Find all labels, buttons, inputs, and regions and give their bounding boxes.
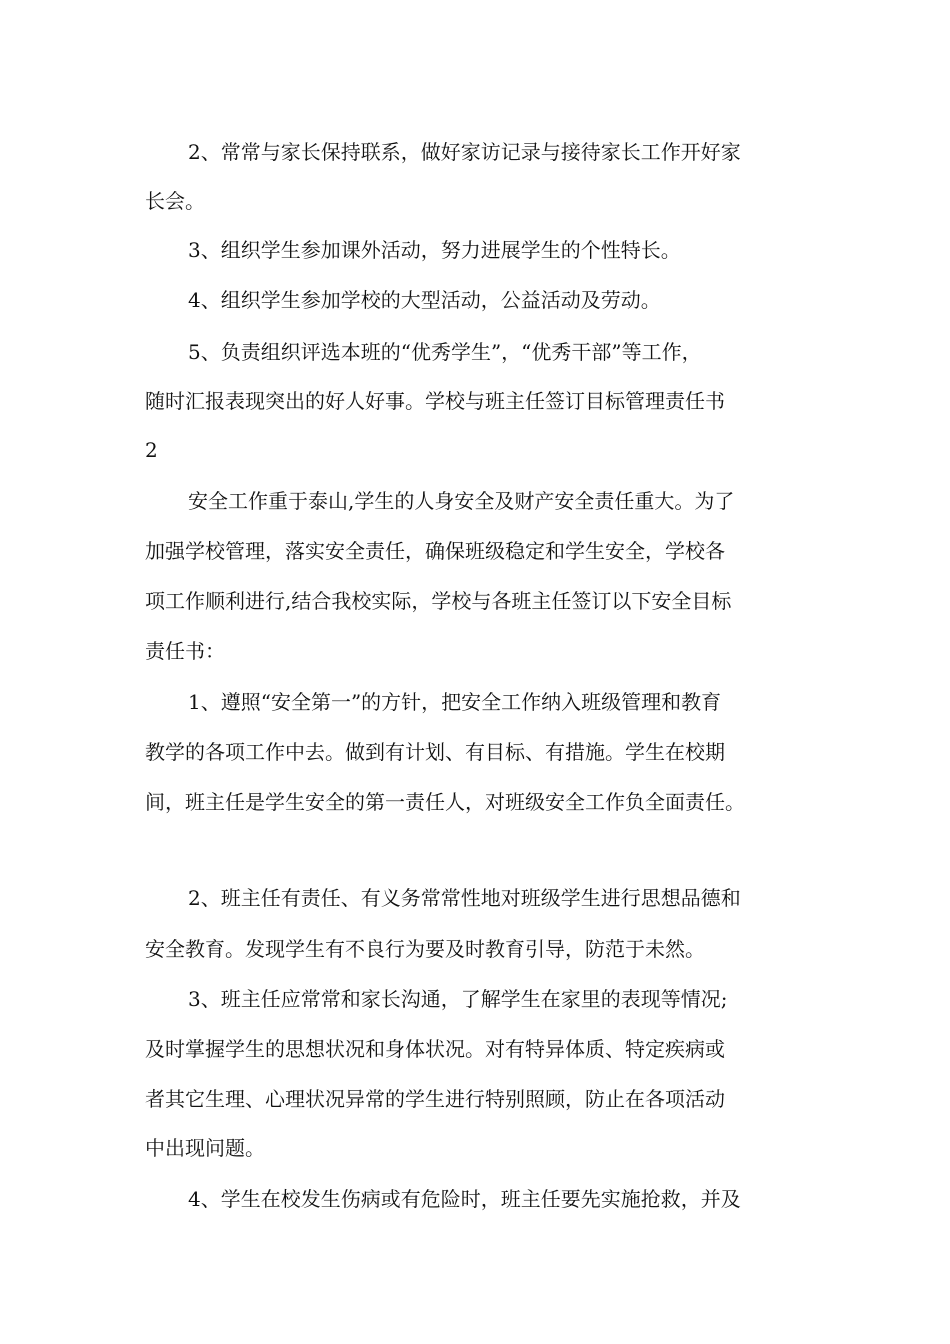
paragraph-line: 项工作顺利进行,结合我校实际，学校与各班主任签订以下安全目标	[145, 589, 732, 613]
paragraph-line: 中出现问题。	[145, 1136, 265, 1160]
paragraph-line: 者其它生理、心理状况异常的学生进行特别照顾，防止在各项活动	[145, 1087, 725, 1111]
paragraph-line: 间，班主任是学生安全的第一责任人，对班级安全工作负全面责任。	[145, 790, 745, 814]
paragraph-line: 责任书：	[145, 639, 225, 663]
paragraph-line: 5、负责组织评选本班的“优秀学生”，“优秀干部”等工作，	[188, 340, 702, 364]
paragraph-line: 加强学校管理，落实安全责任，确保班级稳定和学生安全，学校各	[145, 539, 725, 563]
paragraph-line: 2、班主任有责任、有义务常常性地对班级学生进行思想品德和	[188, 886, 741, 910]
paragraph-line: 教学的各项工作中去。做到有计划、有目标、有措施。学生在校期	[145, 740, 725, 764]
paragraph-line: 2、常常与家长保持联系，做好家访记录与接待家长工作开好家	[188, 140, 741, 164]
paragraph-line: 1、遵照“安全第一”的方针，把安全工作纳入班级管理和教育	[188, 690, 722, 714]
paragraph-line: 4、学生在校发生伤病或有危险时，班主任要先实施抢救，并及	[188, 1187, 741, 1211]
paragraph-line: 长会。	[145, 189, 205, 213]
paragraph-line: 3、班主任应常常和家长沟通，了解学生在家里的表现等情况;	[188, 987, 728, 1011]
paragraph-line: 2	[145, 438, 158, 462]
paragraph-line: 安全教育。发现学生有不良行为要及时教育引导，防范于未然。	[145, 937, 705, 961]
paragraph-line: 随时汇报表现突出的好人好事。学校与班主任签订目标管理责任书	[145, 389, 725, 413]
paragraph-line: 3、组织学生参加课外活动，努力进展学生的个性特长。	[188, 238, 681, 262]
paragraph-line: 安全工作重于泰山,学生的人身安全及财产安全责任重大。为了	[188, 489, 735, 513]
paragraph-line: 4、组织学生参加学校的大型活动，公益活动及劳动。	[188, 288, 661, 312]
paragraph-line: 及时掌握学生的思想状况和身体状况。对有特异体质、特定疾病或	[145, 1037, 725, 1061]
